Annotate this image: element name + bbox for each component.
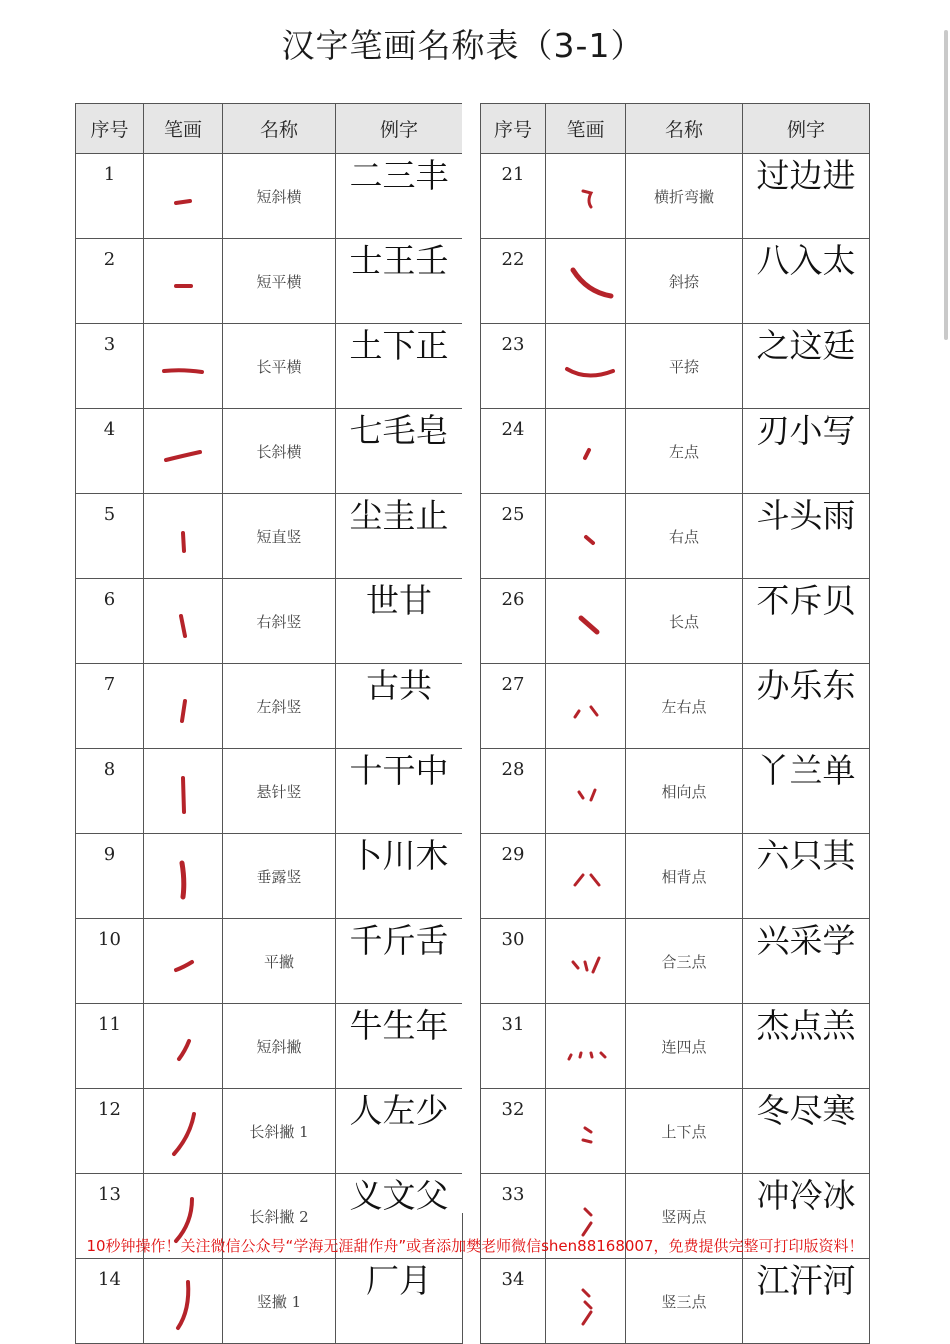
row-number: 7 (76, 664, 144, 749)
row-number: 24 (481, 409, 546, 494)
row-number: 9 (76, 834, 144, 919)
row-number: 34 (481, 1259, 546, 1344)
stroke-name: 相向点 (626, 749, 743, 834)
stroke-name: 长平横 (223, 324, 336, 409)
table-row (481, 1089, 870, 1174)
four-connected-dots-icon (553, 1011, 619, 1081)
stroke-cell (546, 154, 626, 239)
stroke-cell (144, 239, 223, 324)
stroke-name: 左斜竖 (223, 664, 336, 749)
table-row (76, 1089, 463, 1174)
stroke-name: 短直竖 (223, 494, 336, 579)
header-example: 例字 (336, 104, 463, 154)
vertical-three-dots-icon (553, 1266, 619, 1336)
example-characters: 八入太 (743, 239, 870, 324)
stroke-name: 横折弯撇 (626, 154, 743, 239)
stroke-name: 连四点 (626, 1004, 743, 1089)
example-characters: 六只其 (743, 834, 870, 919)
example-characters: 人左少 (336, 1089, 463, 1174)
stroke-cell (144, 324, 223, 409)
example-characters: 土下正 (336, 324, 463, 409)
table-row (481, 1259, 870, 1344)
stroke-cell (144, 1259, 223, 1344)
table-row (76, 664, 463, 749)
three-joined-dots-icon (553, 926, 619, 996)
row-number: 8 (76, 749, 144, 834)
header-name: 名称 (626, 104, 743, 154)
example-characters: 古共 (336, 664, 463, 749)
stroke-name: 上下点 (626, 1089, 743, 1174)
table-row (76, 494, 463, 579)
table-row (481, 324, 870, 409)
table-row (481, 239, 870, 324)
row-number: 28 (481, 749, 546, 834)
stroke-cell (546, 409, 626, 494)
header-stroke: 笔画 (144, 104, 223, 154)
example-characters: 义文父 (336, 1174, 463, 1259)
stroke-cell (546, 239, 626, 324)
example-characters: 办乐东 (743, 664, 870, 749)
example-characters: 刃小写 (743, 409, 870, 494)
row-number: 30 (481, 919, 546, 1004)
table-row (76, 749, 463, 834)
header-no: 序号 (76, 104, 144, 154)
long-flat-horizontal-icon (150, 331, 216, 401)
short-slanted-horizontal-icon (150, 161, 216, 231)
example-characters: 冬尽寒 (743, 1089, 870, 1174)
stroke-name: 悬针竖 (223, 749, 336, 834)
short-flat-horizontal-icon (150, 246, 216, 316)
short-slanted-left-falling-icon (150, 1011, 216, 1081)
stroke-name: 长斜横 (223, 409, 336, 494)
stroke-name: 左点 (626, 409, 743, 494)
table-header-row (76, 104, 463, 154)
row-number: 21 (481, 154, 546, 239)
stroke-name: 竖三点 (626, 1259, 743, 1344)
stroke-cell (546, 1259, 626, 1344)
stroke-cell (546, 1004, 626, 1089)
long-dot-icon (553, 586, 619, 656)
example-characters: 世甘 (336, 579, 463, 664)
row-number: 5 (76, 494, 144, 579)
table-row (481, 919, 870, 1004)
stroke-name: 短平横 (223, 239, 336, 324)
table-row (76, 1259, 463, 1344)
slanted-right-falling-icon (553, 246, 619, 316)
dewdrop-vertical-icon (150, 841, 216, 911)
table-row (481, 1004, 870, 1089)
row-number: 11 (76, 1004, 144, 1089)
example-characters: 十干中 (336, 749, 463, 834)
table-row (76, 239, 463, 324)
table-header-row (481, 104, 870, 154)
row-number: 29 (481, 834, 546, 919)
table-row (76, 154, 463, 239)
stroke-cell (144, 834, 223, 919)
example-characters: 尘圭止 (336, 494, 463, 579)
stroke-cell (546, 324, 626, 409)
row-number: 6 (76, 579, 144, 664)
example-characters: 二三丰 (336, 154, 463, 239)
example-characters: 杰点羔 (743, 1004, 870, 1089)
stroke-name: 竖两点 (626, 1174, 743, 1259)
header-stroke: 笔画 (546, 104, 626, 154)
row-number: 10 (76, 919, 144, 1004)
example-characters: 厂月 (336, 1259, 463, 1344)
left-dot-icon (553, 416, 619, 486)
facing-dots-icon (553, 756, 619, 826)
stroke-name: 长斜撇 2 (223, 1174, 336, 1259)
stroke-name: 右斜竖 (223, 579, 336, 664)
header-no: 序号 (481, 104, 546, 154)
stroke-cell (546, 494, 626, 579)
table-row (76, 834, 463, 919)
page-title: 汉字笔画名称表（3-1） (281, 26, 645, 65)
table-row (76, 919, 463, 1004)
header-name: 名称 (223, 104, 336, 154)
table-row (76, 1004, 463, 1089)
row-number: 3 (76, 324, 144, 409)
vertical-left-falling-1-icon (150, 1266, 216, 1336)
stroke-cell (144, 579, 223, 664)
table-row (481, 664, 870, 749)
stroke-cell (546, 664, 626, 749)
long-slanted-left-falling-1-icon (150, 1096, 216, 1166)
footer-notice: 10秒钟操作！关注微信公众号“学海无涯甜作舟”或者添加樊老师微信shen88168007，免费提供完整可打印版资料！ (86, 1237, 864, 1255)
example-characters: 不斥贝 (743, 579, 870, 664)
hanging-needle-vertical-icon (150, 756, 216, 826)
upper-lower-dots-icon (553, 1096, 619, 1166)
example-characters: 牛生年 (336, 1004, 463, 1089)
scrollbar[interactable] (944, 30, 948, 340)
example-characters: 士王壬 (336, 239, 463, 324)
stroke-name: 长点 (626, 579, 743, 664)
row-number: 12 (76, 1089, 144, 1174)
flat-left-falling-icon (150, 926, 216, 996)
example-characters: 过边进 (743, 154, 870, 239)
stroke-cell (144, 1004, 223, 1089)
stroke-name: 平撇 (223, 919, 336, 1004)
example-characters: 丫兰单 (743, 749, 870, 834)
table-row (481, 579, 870, 664)
example-characters: 冲冷冰 (743, 1174, 870, 1259)
row-number: 22 (481, 239, 546, 324)
stroke-cell (144, 919, 223, 1004)
row-number: 4 (76, 409, 144, 494)
stroke-name: 平捺 (626, 324, 743, 409)
stroke-table-left (75, 103, 463, 1344)
stroke-name: 长斜撇 1 (223, 1089, 336, 1174)
left-right-dots-icon (553, 671, 619, 741)
stroke-name: 合三点 (626, 919, 743, 1004)
table-row (481, 409, 870, 494)
row-number: 25 (481, 494, 546, 579)
stroke-cell (144, 409, 223, 494)
row-number: 1 (76, 154, 144, 239)
example-characters: 千斤舌 (336, 919, 463, 1004)
table-row (481, 749, 870, 834)
table-row (76, 579, 463, 664)
example-characters: 之这廷 (743, 324, 870, 409)
short-straight-vertical-icon (150, 501, 216, 571)
table-row (76, 409, 463, 494)
flat-right-falling-icon (553, 331, 619, 401)
row-number: 31 (481, 1004, 546, 1089)
stroke-cell (144, 154, 223, 239)
stroke-cell (144, 664, 223, 749)
row-number: 26 (481, 579, 546, 664)
row-number: 2 (76, 239, 144, 324)
table-gap (462, 103, 480, 1213)
table-row (76, 324, 463, 409)
stroke-name: 斜捺 (626, 239, 743, 324)
row-number: 27 (481, 664, 546, 749)
row-number: 13 (76, 1174, 144, 1259)
left-slanted-vertical-icon (150, 671, 216, 741)
stroke-cell (546, 1089, 626, 1174)
stroke-name: 短斜横 (223, 154, 336, 239)
stroke-cell (546, 834, 626, 919)
back-to-back-dots-icon (553, 841, 619, 911)
example-characters: 七毛皂 (336, 409, 463, 494)
stroke-name: 右点 (626, 494, 743, 579)
stroke-name: 左右点 (626, 664, 743, 749)
table-row (481, 154, 870, 239)
example-characters: 卜川木 (336, 834, 463, 919)
row-number: 14 (76, 1259, 144, 1344)
example-characters: 江汗河 (743, 1259, 870, 1344)
stroke-cell (144, 1089, 223, 1174)
right-dot-icon (553, 501, 619, 571)
stroke-name: 竖撇 1 (223, 1259, 336, 1344)
stroke-cell (144, 749, 223, 834)
table-row (481, 494, 870, 579)
stroke-cell (144, 494, 223, 579)
row-number: 33 (481, 1174, 546, 1259)
example-characters: 兴采学 (743, 919, 870, 1004)
row-number: 23 (481, 324, 546, 409)
stroke-cell (546, 579, 626, 664)
stroke-name: 短斜撇 (223, 1004, 336, 1089)
stroke-name: 相背点 (626, 834, 743, 919)
horizontal-turn-bend-left-falling-icon (553, 161, 619, 231)
table-row (481, 834, 870, 919)
long-slanted-horizontal-icon (150, 416, 216, 486)
example-characters: 斗头雨 (743, 494, 870, 579)
stroke-cell (546, 749, 626, 834)
row-number: 32 (481, 1089, 546, 1174)
stroke-cell (546, 919, 626, 1004)
stroke-table-right (480, 103, 870, 1344)
stroke-name: 垂露竖 (223, 834, 336, 919)
right-slanted-vertical-icon (150, 586, 216, 656)
header-example: 例字 (743, 104, 870, 154)
